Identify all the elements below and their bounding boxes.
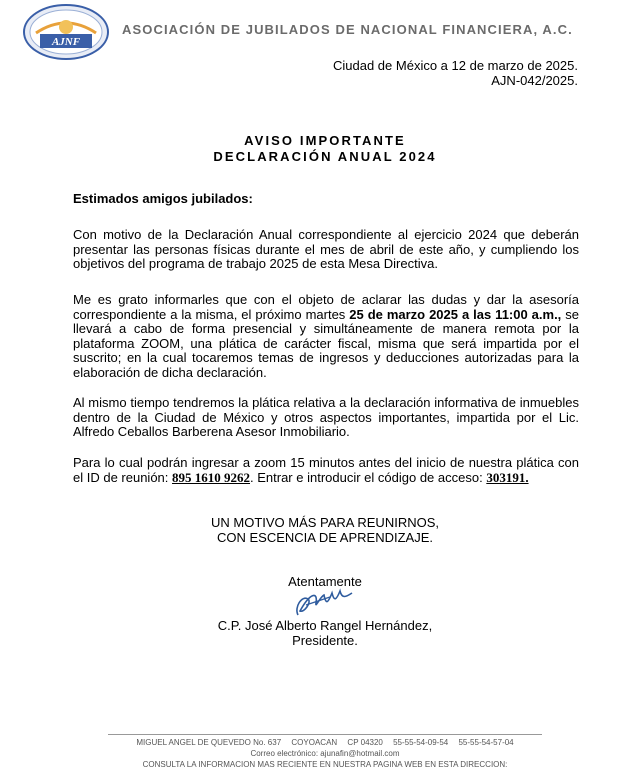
footer-phone-2: 55-55-54-57-04: [458, 738, 514, 747]
logo-text: AJNF: [51, 36, 81, 48]
motto: [0, 515, 644, 545]
paragraph-1: Con motivo de la Declaración Anual correspondiente al ejercicio 2024 que deberán presentar las personas físicas durante el mes de abril de este año, y cumpliendo los objetivos del programa de trabajo 2025 de esta Mesa Directiva.: [73, 227, 579, 272]
event-date-time: 25 de marzo 2025 a las 11:00 a.m.,: [349, 306, 562, 322]
organization-name: ASOCIACIÓN DE JUBILADOS DE NACIONAL FINANCIERA, A.C.: [122, 22, 573, 37]
footer-web-notice: CONSULTA LA INFORMACION MAS RECIENTE EN NUESTRA PAGINA WEB EN ESTA DIRECCION:: [142, 760, 508, 769]
greeting: Estimados amigos jubilados:: [73, 191, 253, 206]
footer-district: COYOACAN: [291, 738, 338, 747]
title-line-1: AVISO IMPORTANTE: [244, 133, 406, 148]
motto-line-2: CON ESCENCIA DE APRENDIZAJE.: [217, 530, 433, 545]
footer: [0, 737, 644, 770]
closing: Atentamente: [288, 574, 362, 589]
footer-postal-code: CP 04320: [347, 738, 383, 747]
signer-block: [0, 618, 644, 648]
paragraph-2: [73, 293, 579, 381]
footer-address-line: [0, 737, 644, 748]
footer-address: MIGUEL ANGEL DE QUEVEDO No. 637: [136, 738, 282, 747]
paragraph-4: [73, 456, 579, 485]
motto-line-1: UN MOTIVO MÁS PARA REUNIRNOS,: [210, 515, 439, 530]
paragraph-4-start: Para lo cual podrán ingresar a zoom 15 minutos antes del inicio de nuestra plática con el ID de reunión:: [73, 455, 579, 485]
access-code: 303191.: [486, 469, 529, 485]
paragraph-4-middle: . Entrar e introducir el código de acceso:: [250, 469, 487, 485]
signer-role: Presidente.: [292, 633, 358, 648]
paragraph-2-end: se llevará a cabo de forma presencial y simultáneamente de manera remota por la plataforma ZOOM, una plática de carácter fiscal, misma que será impartida por el suscrito; en la cual tocaremos temas de ingresos y deducciones autorizadas para la elaboración de dicha declaración.: [73, 306, 580, 380]
signer-name: C.P. José Alberto Rangel Hernández,: [217, 618, 433, 633]
association-logo: [22, 3, 110, 61]
footer-phone-1: 55-55-54-09-54: [393, 738, 449, 747]
paragraph-3: Al mismo tiempo tendremos la plática relativa a la declaración informativa de inmuebles dentro de la Ciudad de México y otros aspectos importantes, impartida por el Lic. Alfredo Ceballos Barberena Asesor Inmobiliario.: [73, 395, 579, 440]
footer-divider: [108, 734, 542, 735]
footer-email: Correo electrónico: ajunafin@hotmail.com: [250, 749, 400, 758]
date-block: [333, 58, 578, 88]
title-line-2: DECLARACIÓN ANUAL 2024: [213, 149, 437, 164]
notice-title: [0, 133, 644, 165]
paragraph-2-start: Me es grato informarles que con el objeto de aclarar las dudas y dar la asesoría correspondiente a la misma, el próximo martes: [73, 292, 579, 322]
reference-number: AJN-042/2025.: [491, 73, 578, 88]
meeting-id: 895 1610 9262: [172, 469, 251, 485]
date-line: Ciudad de México a 12 de marzo de 2025.: [333, 58, 578, 73]
